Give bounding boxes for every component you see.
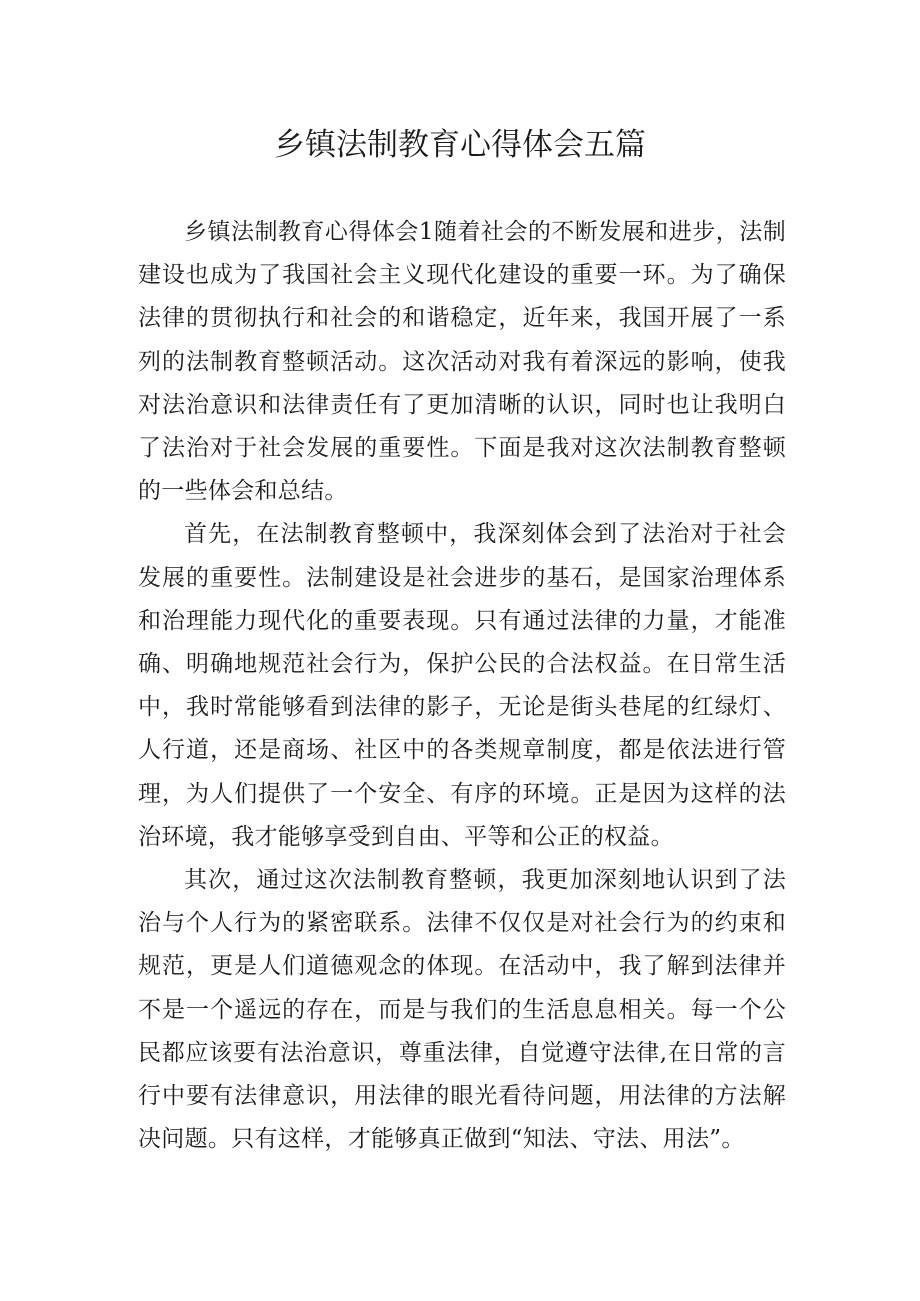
document-title: 乡镇法制教育心得体会五篇 xyxy=(274,127,646,163)
paragraph-1: 乡镇法制教育心得体会1随着社会的不断发展和进步，法制建设也成为了我国社会主义现代化建设的重要一环。为了确保法律的贯彻执行和社会的和谐稳定，近年来，我国开展了一系列的法制教育整顿活动。这次活动对我有着深远的影响，使我对法治意识和法律责任有了更加清晰的认识，同时也让我明白了法治对于社会发展的重要性。下面是我对这次法制教育整顿的一些体会和总结。 xyxy=(138,219,786,505)
paragraph-3: 其次，通过这次法制教育整顿，我更加深刻地认识到了法治与个人行为的紧密联系。法律不仅仅是对社会行为的约束和规范，更是人们道德观念的体现。在活动中，我了解到法律并不是一个遥远的存在，而是与我们的生活息息相关。每一个公民都应该要有法治意识，尊重法律，自觉遵守法律,在日常的言行中要有法律意识，用法律的眼光看待问题，用法律的方法解决问题。只有这样，才能够真正做到“知法、守法、用法”。 xyxy=(138,867,786,1153)
paragraph-2: 首先，在法制教育整顿中，我深刻体会到了法治对于社会发展的重要性。法制建设是社会进步的基石，是国家治理体系和治理能力现代化的重要表现。只有通过法律的力量，才能准确、明确地规范社会行为，保护公民的合法权益。在日常生活中，我时常能够看到法律的影子，无论是街头巷尾的红绿灯、人行道，还是商场、社区中的各类规章制度，都是依法进行管理，为人们提供了一个安全、有序的环境。正是因为这样的法治环境，我才能够享受到自由、平等和公正的权益。 xyxy=(138,521,786,850)
document-body xyxy=(138,211,786,1161)
